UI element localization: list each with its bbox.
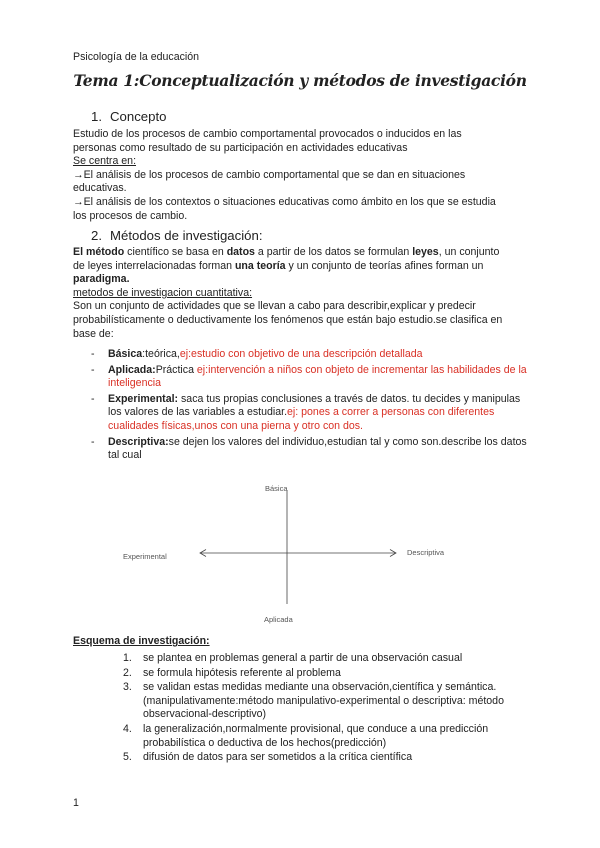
bullet-dash: -	[91, 435, 95, 448]
metodos-paragraph	[73, 246, 529, 341]
list-item	[91, 348, 531, 362]
bold-term: El método	[73, 246, 125, 258]
example-text: ej:intervención a niños con objeto de incrementar las habilidades de la inteligencia	[108, 363, 527, 390]
page-header: Psicología de la educación	[73, 51, 200, 63]
text-run: :teórica,	[142, 348, 180, 360]
text-line: base de:	[73, 327, 114, 340]
step-text: la generalización,normalmente provisional, que conduce a una predicción probabilística o deductiva de los hechos(predicción)	[143, 722, 489, 749]
bullet-dash: -	[91, 392, 95, 405]
list-item	[91, 436, 531, 463]
page-number: 1	[73, 797, 79, 809]
example-text: ej:estudio con objetivo de una descripción detallada	[179, 348, 423, 360]
text-run: científico se basa en	[124, 246, 227, 258]
text-line: →El análisis de los contextos o situaciones educativas como ámbito en los que se estudia	[73, 195, 496, 208]
list-item	[123, 723, 513, 750]
step-number: 4.	[123, 722, 132, 735]
list-item	[123, 667, 513, 681]
list-item	[123, 681, 513, 722]
schema-title: Esquema de investigación:	[73, 635, 210, 647]
schema-steps	[123, 652, 513, 766]
bold-term: leyes	[412, 246, 439, 258]
section-title: Métodos de investigación:	[110, 228, 263, 243]
bullet-dash: -	[91, 348, 95, 360]
axis-label-top: Básica	[265, 484, 288, 493]
bullet-dash: -	[91, 363, 95, 376]
step-number: 2.	[123, 666, 132, 679]
text-line: educativas.	[73, 182, 127, 195]
step-text: se formula hipótesis referente al problema	[143, 666, 341, 679]
bold-term: Descriptiva:	[108, 435, 169, 448]
step-text: se plantea en problemas general a partir de una observación casual	[143, 652, 463, 664]
text-line: →El análisis de los procesos de cambio comportamental que se dan en situaciones	[73, 168, 466, 181]
step-number: 1.	[123, 652, 132, 664]
text-line: los procesos de cambio.	[73, 209, 188, 222]
cuantitativa-title: metodos de investigacion cuantitativa:	[73, 286, 253, 299]
section-title: Concepto	[110, 109, 167, 124]
section-heading-metodos	[91, 229, 262, 243]
list-item	[91, 364, 531, 391]
text-run: de leyes interrelacionadas forman	[73, 259, 235, 272]
example-text: ej: pones a correr a personas con diferentes cualidades físicas,unos con una pierna y otro con dos.	[108, 406, 495, 432]
step-text: se validan estas medidas mediante una observación,científica y semántica.(manipulativamente:método manipulativo-experimental o descriptiva: método observacional-descriptivo)	[143, 681, 504, 721]
text-run: y un conjunto de teorías afines forman un	[285, 259, 484, 272]
text-run: Práctica	[155, 363, 197, 376]
bold-term: Básica	[108, 348, 143, 360]
text-line: Son un conjunto de actividades que se llevan a cabo para describir,explicar y predecir	[73, 300, 476, 313]
text-run: saca tus propias conclusiones a través de datos. tu decides y manipulas los valores de las variables a estudiar.	[108, 392, 521, 419]
bold-term: datos	[226, 246, 255, 258]
bold-term: Experimental:	[108, 392, 179, 405]
step-text: difusión de datos para ser sometidos a la crítica científica	[143, 751, 413, 764]
list-item	[123, 652, 513, 666]
text-run: , un conjunto	[438, 246, 500, 258]
step-number: 3.	[123, 681, 132, 694]
axis-label-right: Descriptiva	[407, 548, 445, 557]
method-types-list	[91, 348, 531, 465]
method-axes-diagram	[0, 470, 600, 630]
bold-term: una teoría	[234, 259, 286, 272]
list-item	[123, 751, 513, 765]
text-run: a partir de los datos se formulan	[254, 246, 413, 258]
text-line: Estudio de los procesos de cambio comportamental provocados o inducidos en las	[73, 128, 462, 140]
text-line: personas como resultado de su participación en actividades educativas	[73, 141, 408, 154]
concepto-definition	[73, 128, 529, 223]
axes-svg	[0, 470, 600, 630]
axis-label-bottom: Aplicada	[264, 615, 293, 624]
section-number: 2.	[91, 228, 102, 243]
document-title: Tema 1:Conceptualización y métodos de investigación	[73, 71, 527, 90]
axis-label-left: Experimental	[123, 552, 167, 561]
bold-term: paradigma.	[73, 273, 130, 286]
bold-term: Aplicada:	[108, 363, 156, 376]
text-line: probabilísticamente o deductivamente los fenómenos que están bajo estudio.se clasifica en	[73, 313, 503, 326]
se-centra-label: Se centra en:	[73, 155, 137, 168]
list-item	[91, 393, 531, 434]
section-heading-concepto	[91, 110, 166, 124]
step-number: 5.	[123, 751, 132, 764]
text-run: se dejen los valores del individuo,estudian tal y como son.describe los datos tal cual	[108, 435, 527, 462]
section-number: 1.	[91, 109, 102, 124]
